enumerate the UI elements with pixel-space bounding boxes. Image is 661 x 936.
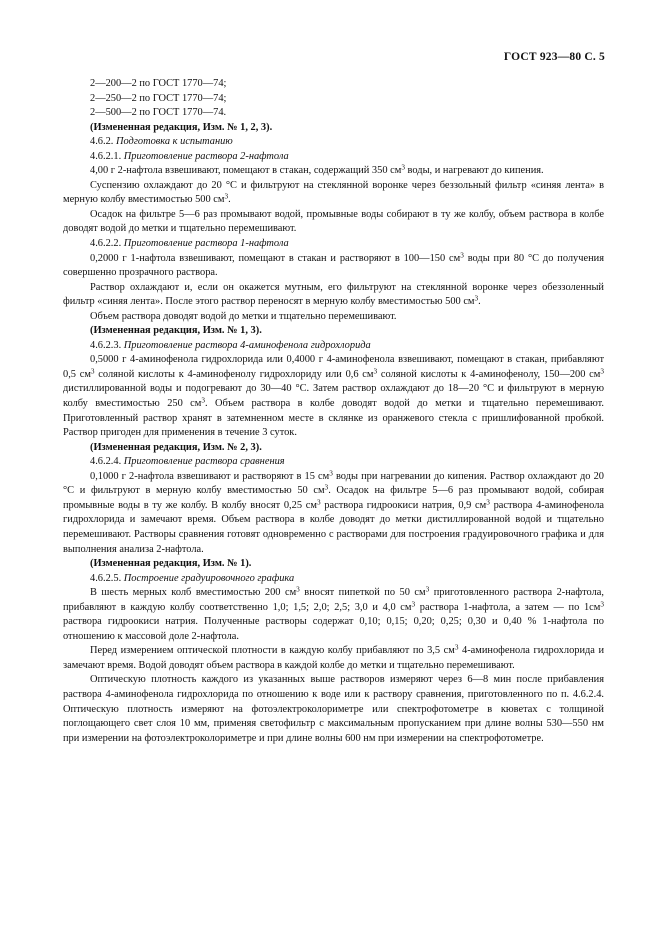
vessel-list-item: 2—200—2 по ГОСТ 1770—74;: [90, 78, 227, 89]
amendment-note: (Измененная редакция, Изм. № 2, 3).: [90, 441, 262, 453]
amendment-note: (Измененная редакция, Изм. № 1).: [90, 558, 252, 570]
paragraph: 0,2000 г 1-нафтола взвешивают, помещают в стакан и растворяют в 100—150 $см^3$ воды при 80 °С до получения совершенно прозрачного раствора.: [63, 251, 604, 279]
paragraph: Объем раствора доводят водой до метки и тщательно перемешивают.: [90, 310, 397, 322]
section-heading-4-6-2-2: 4.6.2.2. Приготовление раствора 1-нафтола: [90, 238, 289, 250]
paragraph: 4,00 г 2-нафтола взвешивают, помещают в стакан, содержащий 350 $см^3$ воды, и нагревают до кипения.: [90, 164, 544, 177]
paragraph: Оптическую плотность каждого из указанных выше растворов измеряют через 6—8 мин после прибавления раствора 4-аминофенола гидрохлорида по отношению к воде или к раствору сравнения, приготовленного по п. 4.6.2.4. Оптическую плотность измеряют на фотоэлектроколориметре или спектрофотометре в кюветах с толщиной поглощающего свет слоя 10 мм, применяя светофильтр с максимальным пропусканием при длине волны 530—550 нм при измерении на фотоэлектроколориметре и при длине волны 600 нм при измерении на спектрофотометре.: [63, 674, 604, 744]
amendment-note: (Измененная редакция, Изм. № 1, 2, 3).: [90, 121, 273, 133]
paragraph: Перед измерением оптической плотности в каждую колбу прибавляют по 3,5 $см^3$ 4-аминофенола гидрохлорида и замечают время. Водой доводят объем раствора в каждой колбе до метки и тщательно перемешивают.: [63, 644, 605, 671]
section-heading-4-6-2: 4.6.2. Подготовка к испытанию: [90, 136, 233, 148]
section-heading-4-6-2-5: 4.6.2.5. Построение градуировочного графика: [90, 572, 295, 584]
amendment-note: (Измененная редакция, Изм. № 1, 3).: [90, 325, 262, 337]
vessel-list-item: 2—250—2 по ГОСТ 1770—74;: [90, 92, 227, 104]
paragraph: Осадок на фильтре 5—6 раз промывают водой, промывные воды собирают в ту же колбу, объем раствора в колбе доводят водой до метки и тщательно перемешивают.: [63, 208, 604, 235]
paragraph: В шесть мерных колб вместимостью 200 $см^3$ вносят пипеткой по 50 $см^3$ приготовленного раствора 2-нафтола, прибавляют в каждую колбу соответственно 1,0; 1,5; 2,0; 2,5; 3,0 и 4,0 $см^3$ раствора 1-нафтола, а затем — по $1см^3$ раствора гидроокиси натрия. Полученные растворы содержат 0,10; 0,15; 0,20; 0,25; 0,30 и 0,40 % 1-нафтола по отношению к массовой доле 2-нафтола.: [63, 585, 604, 642]
paragraph: 0,5000 г 4-аминофенола гидрохлорида или 0,4000 г 4-аминофенола взвешивают, помещают в стакан, прибавляют 0,5 $см^3$ соляной кислоты к 4-аминофенолу гидрохлориду или 0,6 $см^3$ соляной кислоты к 4-аминофенолу, 150—200 $см^3$ дистиллированной воды и подогревают до 30—40 °С. Затем раствор охлаждают до 18—20 °С и фильтруют в мерную колбу вместимостью 250 $см^3$. Объем раствора в колбе доводят водой до метки и тщательно перемешивают. Приготовленный раствор хранят в затемненном месте в склянке из оранжевого стекла с пришлифованной пробкой. Раствор пригоден для применения в течение 3 суток.: [63, 354, 604, 439]
section-heading-4-6-2-3: 4.6.2.3. Приготовление раствора 4-аминофенола гидрохлорида: [90, 339, 371, 351]
page-header: ГОСТ 923—80 С. 5: [503, 51, 605, 63]
paragraph: 0,1000 г 2-нафтола взвешивают и растворяют в 15 $см^3$ воды при нагревании до кипения. Раствор охлаждают до 20 °С и фильтруют в мерную колбу вместимостью 50 $см^3$. Осадок на фильтре 5—6 раз промывают водой, собирая промывные воды в ту же колбу. В колбу вносят 0,25 $см^3$ раствора гидроокиси натрия, 0,9 $см^3$ раствора 4-аминофенола гидрохлорида и замечают время. Объем раствора в колбе доводят до метки дистиллированной водой и тщательно перемешивают. Растворы сравнения готовят одновременно с растворами для построения градуировочного графика и для выполнения анализа 2-нафтола.: [63, 469, 604, 555]
document-body: [63, 77, 604, 746]
paragraph: Раствор охлаждают и, если он окажется мутным, его фильтруют на стеклянной воронке через обеззоленный фильтр «синяя лента». После этого раствор переносят в мерную колбу вместимостью 500 $см^3$.: [63, 281, 604, 308]
paragraph: Суспензию охлаждают до 20 °С и фильтруют на стеклянной воронке через беззольный фильтр «синяя лента» в мерную колбу вместимостью 500 $см^3$.: [63, 179, 604, 206]
vessel-list-item: 2—500—2 по ГОСТ 1770—74.: [90, 107, 227, 119]
section-heading-4-6-2-1: 4.6.2.1. Приготовление раствора 2-нафтола: [90, 150, 289, 162]
section-heading-4-6-2-4: 4.6.2.4. Приготовление раствора сравнения: [90, 456, 285, 468]
